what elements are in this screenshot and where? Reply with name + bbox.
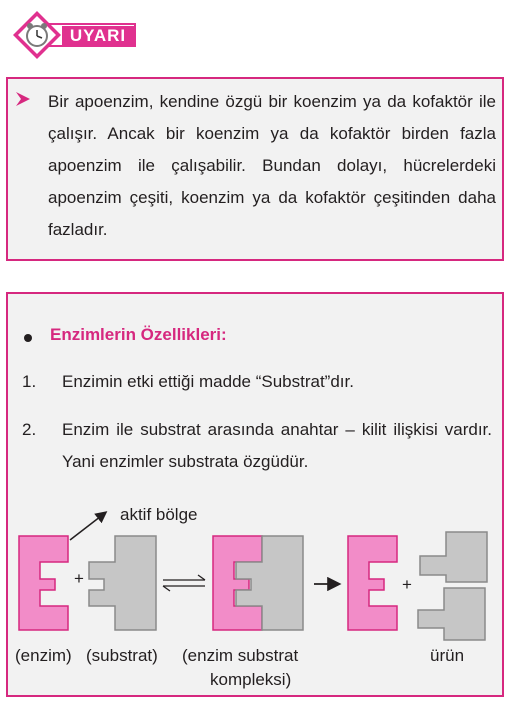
item-number: 1. xyxy=(22,372,37,391)
warning-title: UYARI xyxy=(62,26,134,45)
active-site-pointer xyxy=(70,513,105,540)
enzyme-shape xyxy=(19,536,68,630)
section-title: Enzimlerin Özellikleri: xyxy=(50,325,227,344)
bullet-icon xyxy=(24,334,32,342)
product-shape xyxy=(420,532,487,582)
product-shape xyxy=(418,588,485,640)
substrate-shape xyxy=(89,536,156,630)
active-site-label: aktif bölge xyxy=(120,505,198,524)
product-label: ürün xyxy=(430,646,465,665)
item-text: Enzimin etki ettiği madde “Substrat”dır. xyxy=(62,372,354,391)
plus-sign: + xyxy=(402,575,412,594)
arrow-bullet-icon xyxy=(16,92,30,106)
enzyme-label: (enzim) xyxy=(15,646,72,665)
complex-label-line2: kompleksi) xyxy=(210,670,292,689)
enzyme-shape xyxy=(348,536,397,630)
note-text: Bir apoenzim, kendine özgü bir koenzim ya da kofaktör ile çalışır. Ancak bir koenzim ya da kofaktör birden fazla apoenzim ile çalışabilir. Bundan dolayı, hücrelerdeki apoenzim çeşiti, koenzim ya da kofaktör çeşitinden daha fazladır. xyxy=(48,92,496,239)
complex-label-line1: (enzim substrat xyxy=(182,646,299,665)
item-text: Enzim ile substrat arasında anahtar – kilit ilişkisi vardır. Yani enzimler substrata özgüdür. xyxy=(62,420,492,471)
substrate-label: (substrat) xyxy=(86,646,158,665)
plus-sign: + xyxy=(74,569,84,588)
enzyme-substrate-diagram xyxy=(10,500,502,695)
item-number: 2. xyxy=(22,420,37,439)
warning-header xyxy=(6,6,136,60)
alarm-clock-icon xyxy=(12,10,62,60)
